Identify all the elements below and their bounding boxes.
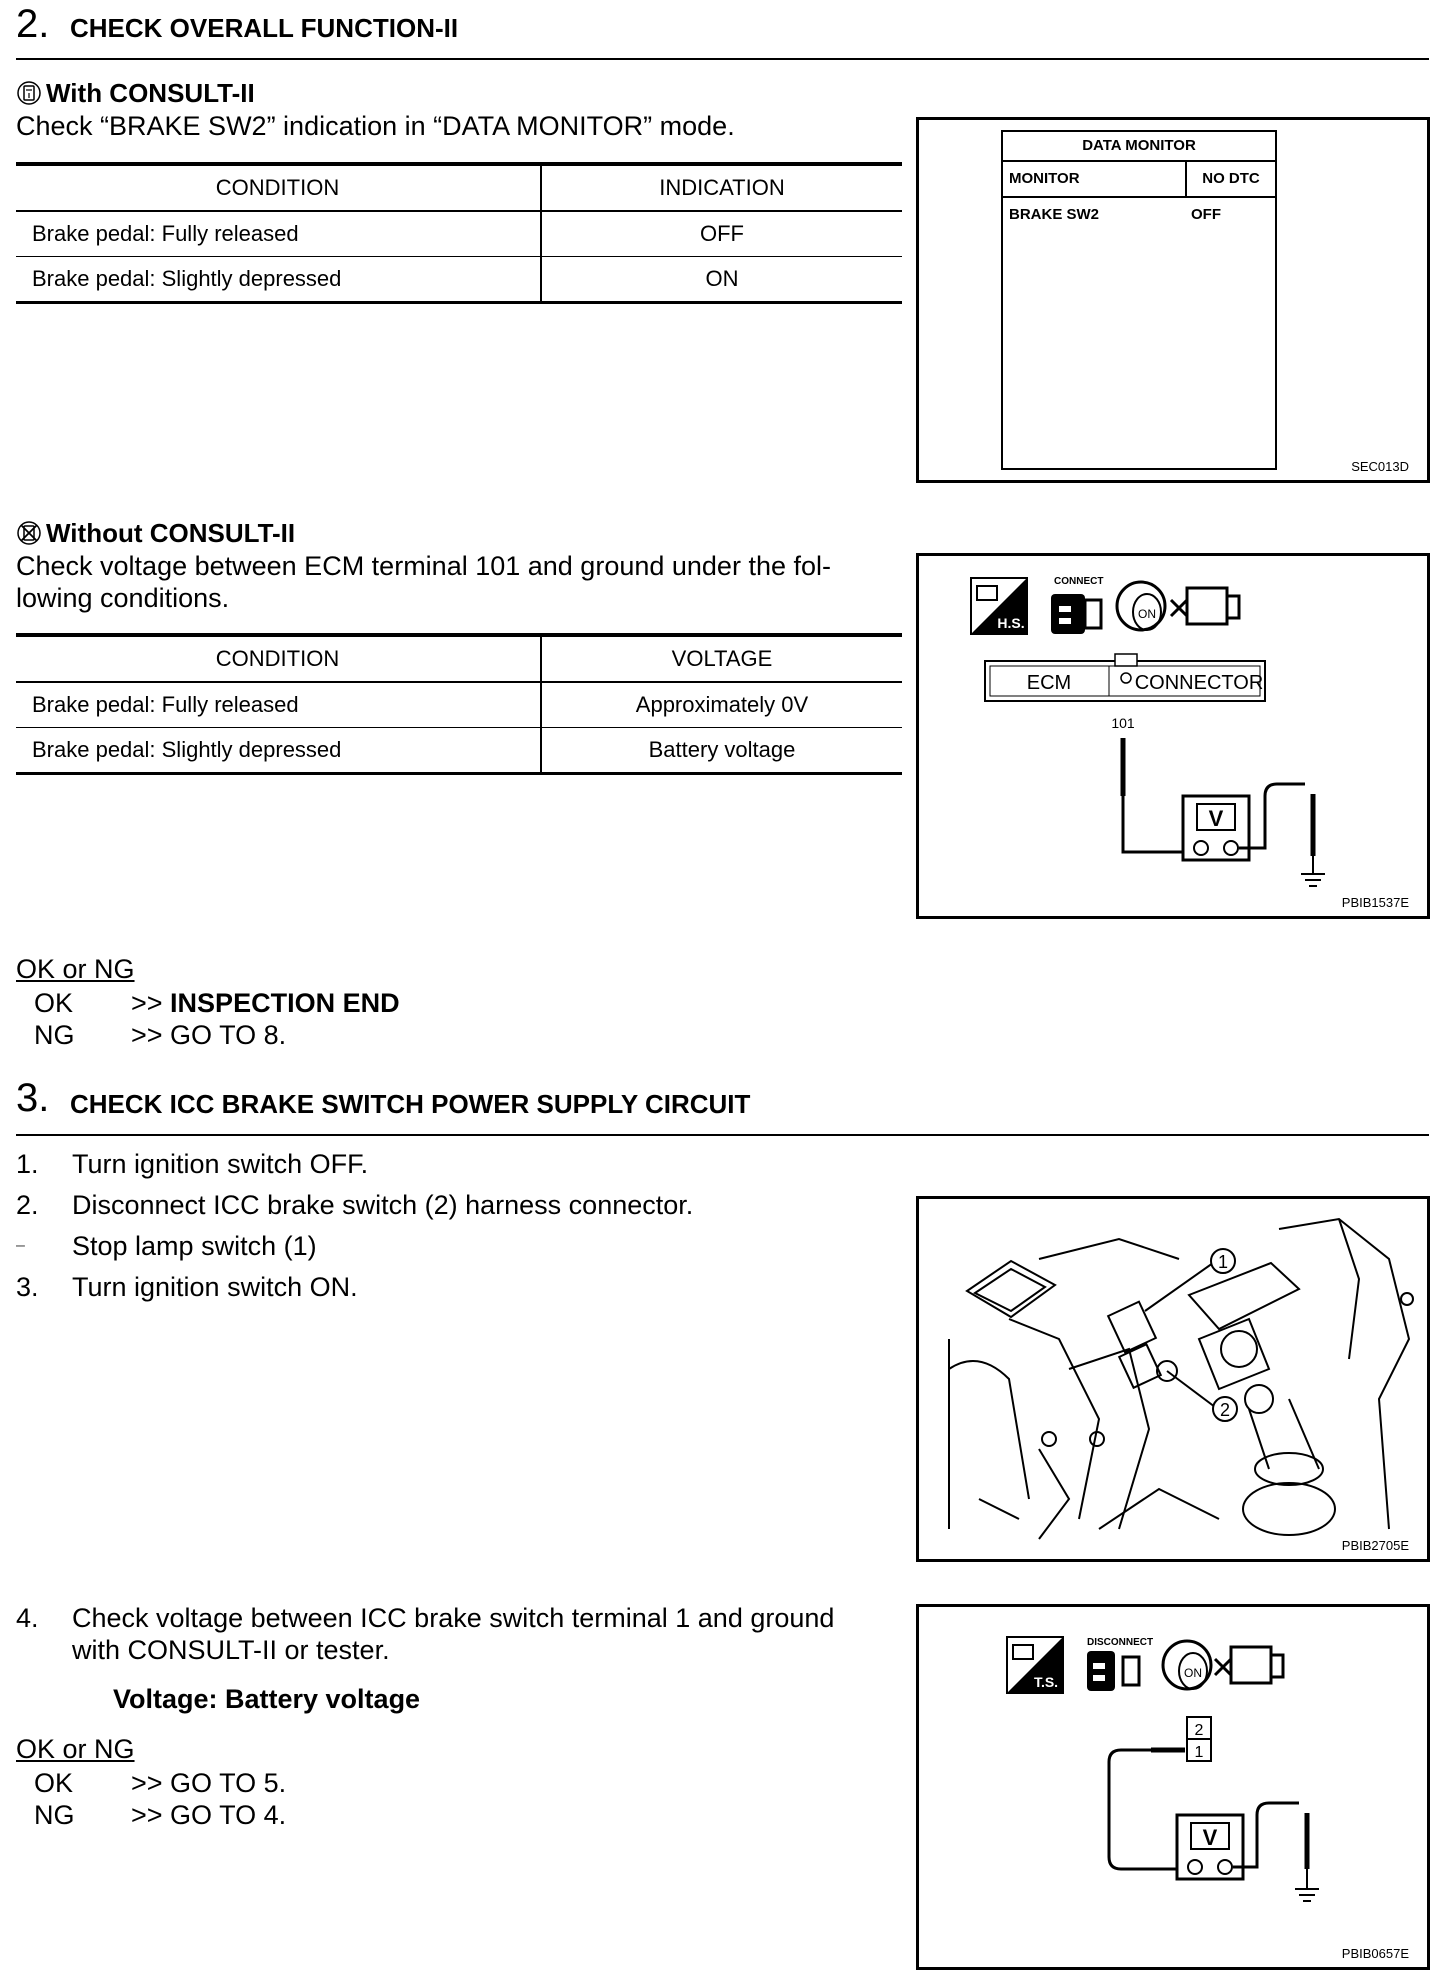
okng-arrow: >> — [131, 1020, 171, 1050]
terminal-number: 101 — [1111, 715, 1135, 731]
connector-icon — [1051, 594, 1101, 634]
table-row — [16, 257, 902, 303]
data-monitor-figure — [916, 117, 1430, 483]
disconnector-icon — [1087, 1651, 1139, 1691]
list-item — [16, 1230, 693, 1262]
table-row — [16, 682, 902, 728]
disconnect-label: DISCONNECT — [1087, 1637, 1154, 1648]
list-item — [16, 1634, 906, 1666]
ignition-key-icon — [1163, 1641, 1211, 1689]
voltage-table — [16, 633, 902, 775]
without-consult-heading — [16, 518, 295, 548]
okng-label: OK or NG — [16, 954, 135, 984]
monitor-column-label: MONITOR — [1003, 162, 1187, 196]
step-4-item — [16, 1602, 906, 1666]
voltmeter-label: V — [1202, 1825, 1218, 1850]
okng-block — [16, 953, 400, 1051]
okng-key: OK — [34, 1768, 74, 1798]
step-2-number: 2. — [16, 2, 50, 46]
list-item — [16, 1271, 693, 1303]
figure-id: PBIB1537E — [1341, 895, 1409, 910]
no-dtc-label: NO DTC — [1202, 170, 1260, 187]
key-on-label: ON — [1184, 1666, 1202, 1680]
okng-action: GO TO 4. — [170, 1800, 287, 1830]
engine-off-icon — [1171, 588, 1239, 624]
step-3-title: CHECK ICC BRAKE SWITCH POWER SUPPLY CIRCUIT — [70, 1089, 751, 1119]
list-text: Turn ignition switch ON. — [72, 1272, 358, 1302]
data-monitor-title: DATA MONITOR — [1003, 132, 1275, 162]
voltmeter-label: V — [1208, 806, 1224, 831]
no-consult-icon — [16, 520, 42, 546]
list-number: 3. — [16, 1272, 39, 1302]
instruction-line: lowing conditions. — [16, 583, 230, 613]
list-item — [16, 1602, 906, 1634]
okng-action: GO TO 8. — [170, 1020, 287, 1050]
table-cell: Approximately 0V — [541, 682, 902, 728]
brake-switch-wiring-diagram — [919, 1607, 1427, 1967]
table-cell: Brake pedal: Fully released — [16, 211, 541, 257]
okng-block — [16, 1733, 286, 1831]
okng-row — [16, 1019, 400, 1051]
table-cell: Brake pedal: Slightly depressed — [16, 257, 541, 303]
brake-switch-location-figure — [916, 1196, 1430, 1562]
pin-1-label: 1 — [1194, 1744, 1204, 1761]
okng-action: INSPECTION END — [170, 988, 400, 1018]
table-header: CONDITION — [16, 164, 541, 211]
table-row — [16, 211, 902, 257]
ecm-label: ECM — [1026, 672, 1072, 694]
monitor-item-value: OFF — [1191, 206, 1221, 223]
consult-icon — [16, 80, 42, 106]
indication-table — [16, 162, 902, 304]
callout-1: 1 — [1217, 1252, 1229, 1272]
without-consult-label: Without CONSULT-II — [46, 518, 296, 548]
table-cell: Brake pedal: Fully released — [16, 682, 541, 728]
engine-off-icon — [1215, 1647, 1283, 1683]
okng-arrow: >> — [131, 1800, 171, 1830]
okng-key: OK — [34, 988, 74, 1018]
with-consult-heading — [16, 78, 255, 108]
with-consult-instruction: Check “BRAKE SW2” indication in “DATA MONITOR” mode. — [16, 111, 735, 141]
list-bullet: – — [16, 1237, 25, 1254]
pedal-assembly-illustration — [919, 1199, 1427, 1559]
step-3-number: 3. — [16, 1076, 50, 1120]
table-header: INDICATION — [541, 164, 902, 211]
table-header: CONDITION — [16, 635, 541, 682]
list-text: Check voltage between ICC brake switch terminal 1 and ground — [72, 1603, 835, 1633]
okng-row — [16, 987, 400, 1019]
ecm-voltage-figure — [916, 553, 1430, 919]
ts-label: T.S. — [1033, 1674, 1059, 1690]
brake-switch-voltage-figure — [916, 1604, 1430, 1970]
key-on-label: ON — [1138, 607, 1156, 621]
step-2-header — [16, 0, 1429, 60]
table-cell: ON — [541, 257, 902, 303]
instruction-line: Check voltage between ECM terminal 101 and ground under the fol- — [16, 551, 831, 581]
data-monitor-panel — [1001, 130, 1277, 470]
okng-key: NG — [34, 1800, 75, 1830]
list-text: with CONSULT-II or tester. — [72, 1635, 390, 1665]
list-text: Turn ignition switch OFF. — [72, 1149, 369, 1179]
list-number: 1. — [16, 1149, 39, 1179]
table-row — [16, 728, 902, 774]
okng-arrow: >> — [131, 988, 171, 1018]
okng-row — [16, 1767, 286, 1799]
okng-key: NG — [34, 1020, 75, 1050]
without-consult-instruction — [16, 550, 906, 614]
voltage-spec: Voltage: Battery voltage — [113, 1684, 421, 1714]
procedure-list — [16, 1148, 693, 1303]
list-item — [16, 1189, 693, 1221]
okng-label: OK or NG — [16, 1734, 135, 1764]
okng-action: GO TO 5. — [170, 1768, 287, 1798]
with-consult-label: With CONSULT-II — [46, 78, 255, 108]
list-text: Disconnect ICC brake switch (2) harness connector. — [72, 1190, 694, 1220]
connector-label: CONNECTOR — [1134, 672, 1264, 694]
figure-id: SEC013D — [1351, 459, 1409, 474]
step-3-header — [16, 1074, 1429, 1136]
monitor-item-name: BRAKE SW2 — [1009, 206, 1100, 223]
hs-label: H.S. — [997, 615, 1025, 631]
pin-2-label: 2 — [1194, 1722, 1204, 1739]
step-2-title: CHECK OVERALL FUNCTION-II — [70, 13, 459, 43]
table-cell: Battery voltage — [541, 728, 902, 774]
list-item — [16, 1148, 693, 1180]
figure-id: PBIB2705E — [1341, 1538, 1409, 1553]
okng-arrow: >> — [131, 1768, 171, 1798]
list-number: 2. — [16, 1190, 39, 1220]
figure-id: PBIB0657E — [1341, 1946, 1409, 1961]
list-number: 4. — [16, 1603, 39, 1633]
list-text: Stop lamp switch (1) — [72, 1231, 317, 1261]
ignition-key-icon — [1117, 582, 1165, 630]
connect-label: CONNECT — [1054, 576, 1104, 587]
ecm-wiring-diagram — [919, 556, 1427, 916]
okng-row — [16, 1799, 286, 1831]
table-header: VOLTAGE — [541, 635, 902, 682]
table-cell: Brake pedal: Slightly depressed — [16, 728, 541, 774]
callout-2: 2 — [1219, 1400, 1231, 1420]
table-cell: OFF — [541, 211, 902, 257]
